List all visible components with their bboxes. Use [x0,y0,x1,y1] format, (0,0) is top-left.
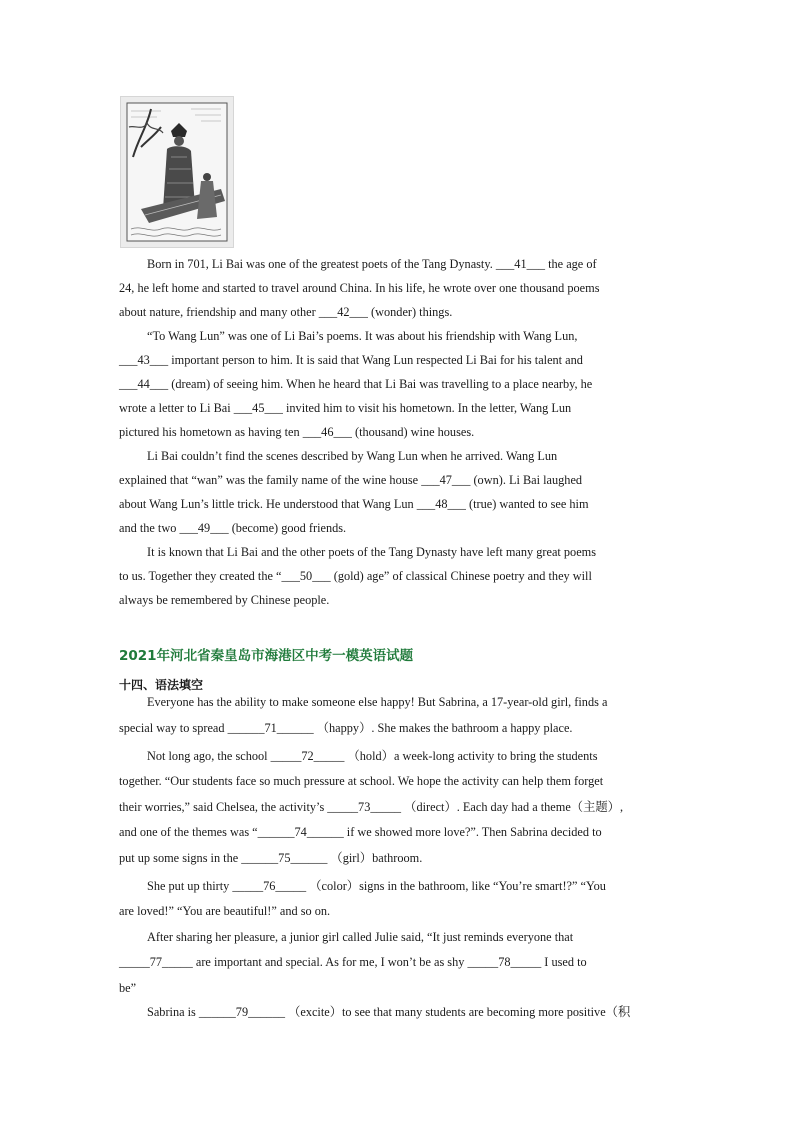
passage2-line: be” [119,980,137,995]
passage2-line: their worries,” said Chelsea, the activity’s _____73_____ （direct）. Each day had a theme（主题）, [119,799,624,814]
passage1-line: pictured his hometown as having ten ___46___ (thousand) wine houses. [119,425,475,439]
passage-li-bai [119,252,679,612]
passage2-line: together. “Our students face so much pressure at school. We hope the activity can help them forget [119,774,604,788]
passage2-line: Sabrina is ______79______ （excite）to see that many students are becoming more positive（积 [147,1004,631,1019]
passage2-line: Not long ago, the school _____72_____ （hold）a week-long activity to bring the students [147,748,598,763]
passage1-line: It is known that Li Bai and the other poets of the Tang Dynasty have left many great poems [147,545,597,559]
passage1-line: to us. Together they created the “___50___ (gold) age” of classical Chinese poetry and they will [119,569,592,583]
passage2-line: Everyone has the ability to make someone else happy! But Sabrina, a 17-year-old girl, finds a [147,695,608,709]
li-bai-illustration-image [120,96,234,248]
passage1-line: 24, he left home and started to travel around China. In his life, he wrote over one thousand poems [119,281,600,295]
li-bai-woodcut-icon [121,97,233,247]
passage2-line: _____77_____ are important and special. As for me, I won’t be as shy _____78_____ I used to [119,955,587,969]
passage1-line: Li Bai couldn’t find the scenes described by Wang Lun when he arrived. Wang Lun [147,449,558,463]
passage2-line: She put up thirty _____76_____ （color）signs in the bathroom, like “You’re smart!?” “You [147,878,606,893]
passage1-line: about nature, friendship and many other ___42___ (wonder) things. [119,305,453,319]
passage2-line: special way to spread ______71______ （happy）. She makes the bathroom a happy place. [119,720,573,735]
exam-section-title: 2021年河北省秦皇岛市海港区中考一模英语试题 [119,648,414,664]
passage1-line: always be remembered by Chinese people. [119,593,330,607]
passage1-line: ___44___ (dream) of seeing him. When he heard that Li Bai was travelling to a place nearby, he [119,377,593,391]
passage1-line: “To Wang Lun” was one of Li Bai’s poems. It was about his friendship with Wang Lun, [147,329,578,343]
passage1-line: wrote a letter to Li Bai ___45___ invited him to visit his hometown. In the letter, Wang Lun [119,401,572,415]
passage2-line: After sharing her pleasure, a junior girl called Julie said, “It just reminds everyone that [147,929,574,944]
exam-subsection-title: 十四、语法填空 [119,678,204,692]
passage2-line: put up some signs in the ______75______ （girl）bathroom. [119,850,423,865]
passage1-line: Born in 701, Li Bai was one of the greatest poets of the Tang Dynasty. ___41___ the age of [147,257,597,271]
passage2-line: are loved!” “You are beautiful!” and so on. [119,904,331,918]
passage1-line: ___43___ important person to him. It is said that Wang Lun respected Li Bai for his talent and [119,353,583,367]
passage1-line: and the two ___49___ (become) good friends. [119,521,347,535]
passage2-line: and one of the themes was “______74______ if we showed more love?”. Then Sabrina decided to [119,825,602,839]
passage1-line: explained that “wan” was the family name of the wine house ___47___ (own). Li Bai laughed [119,473,583,487]
passage-sabrina [119,690,679,1025]
passage1-line: about Wang Lun’s little trick. He understood that Wang Lun ___48___ (true) wanted to see him [119,497,589,511]
